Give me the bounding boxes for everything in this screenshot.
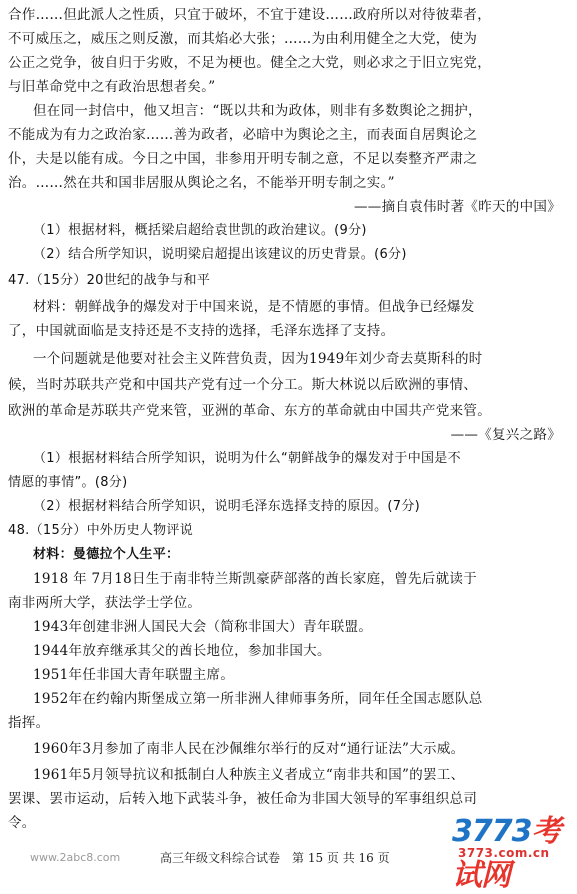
question-1-cont: 情愿的事情”。(8分) <box>8 475 128 490</box>
citation: ——《复兴之路》 <box>450 427 561 443</box>
text-line: 欧洲的革命是苏联共产党来管，亚洲的革命、东方的革命就由中国共产党来管。 <box>8 403 491 419</box>
text-line: 了，中国就面临是支持还是不支持的选择，毛泽东选择了支持。 <box>8 323 395 339</box>
watermark-logo <box>452 806 570 893</box>
text-line: 令。 <box>8 815 36 831</box>
text-line: 南非两所大学，获法学士学位。 <box>8 595 202 611</box>
question-1: （1）根据材料，概括梁启超给袁世凯的政治建议。(9分) <box>33 223 367 238</box>
text-line: 治。……然在共和国非居服从舆论之名，不能举开明专制之实。” <box>8 175 395 191</box>
text-line: 公正之党争，彼自归于劣败，不足为梗也。健全之大党，则必求之于旧立宪党， <box>8 55 491 71</box>
question-2: （2）结合所学知识，说明梁启超提出该建议的历史背景。(6分) <box>33 247 407 262</box>
text-line: 罢课、罢市运动，后转入地下武装斗争，被任命为非国大领导的军事组织总司 <box>8 791 478 807</box>
text-line: 材料：朝鲜战争的爆发对于中国来说，是不情愿的事情。但战争已经爆发 <box>33 299 475 315</box>
watermark-logo-text: 3773考试网 <box>452 814 561 893</box>
text-line: 指挥。 <box>8 715 50 731</box>
text-line: 候，当时苏联共产党和中国共产党有过一个分工。斯大林说以后欧洲的事情、 <box>8 377 478 393</box>
watermark-url: 3773.com.cn <box>458 846 550 860</box>
text-line: 一个问题就是他要对社会主义阵营负责，因为1949年刘少奇去莫斯科的时 <box>33 351 483 367</box>
citation: ——摘自袁伟时著《昨天的中国》 <box>354 199 561 215</box>
section-heading-47: 47.（15分）20世纪的战争与和平 <box>8 273 211 288</box>
text-line: 合作……但此派人之性质，只宜于破坏，不宜于建设……政府所以对待彼辈者， <box>8 7 491 23</box>
question-2: （2）根据材料结合所学知识，说明毛泽东选择支持的原因。(7分) <box>33 499 420 514</box>
text-line: 但在同一封信中，他又坦言：“既以共和为政体，则非有多数舆论之拥护， <box>33 103 482 119</box>
text-line: 1918 年 7月18日生于南非特兰斯凯豪萨部落的酋长家庭，曾先后就读于 <box>33 571 478 587</box>
section-heading-48: 48.（15分）中外历史人物评说 <box>8 523 194 538</box>
footer-page-info: 高三年级文科综合试卷 第 15 页 共 16 页 <box>160 851 390 865</box>
text-line: 1952年在约翰内斯堡成立第一所非洲人律师事务所，同年任全国志愿队总 <box>33 691 483 707</box>
text-line: 1961年5月领导抗议和抵制白人种族主义者成立“南非共和国”的罢工、 <box>33 767 465 783</box>
material-heading: 材料：曼德拉个人生平： <box>33 547 180 562</box>
footer-site: www.2abc8.com <box>30 851 121 864</box>
text-line: 与旧革命党中之有政治思想者矣。” <box>8 79 216 95</box>
text-line: 仆，夫是以能有成。今日之中国，非参用开明专制之意，不足以奏整齐严肃之 <box>8 151 478 167</box>
text-line: 1943年创建非洲人国民大会（简称非国大）青年联盟。 <box>33 619 373 635</box>
text-line: 不能成为有力之政治家……善为政者，必暗中为舆论之主，而表面自居舆论之 <box>8 127 478 143</box>
text-line: 1960年3月参加了南非人民在沙佩维尔举行的反对“通行证法”大示威。 <box>33 741 465 757</box>
text-line: 1944年放弃继承其父的酋长地位，参加非国大。 <box>33 643 331 659</box>
text-line: 1951年任非国大青年联盟主席。 <box>33 667 235 683</box>
question-1: （1）根据材料结合所学知识，说明为什么“朝鲜战争的爆发对于中国是不 <box>33 451 461 466</box>
text-line: 不可威压之，威压之则反激，而其焰必大张；……为由利用健全之大党，使为 <box>8 31 478 47</box>
